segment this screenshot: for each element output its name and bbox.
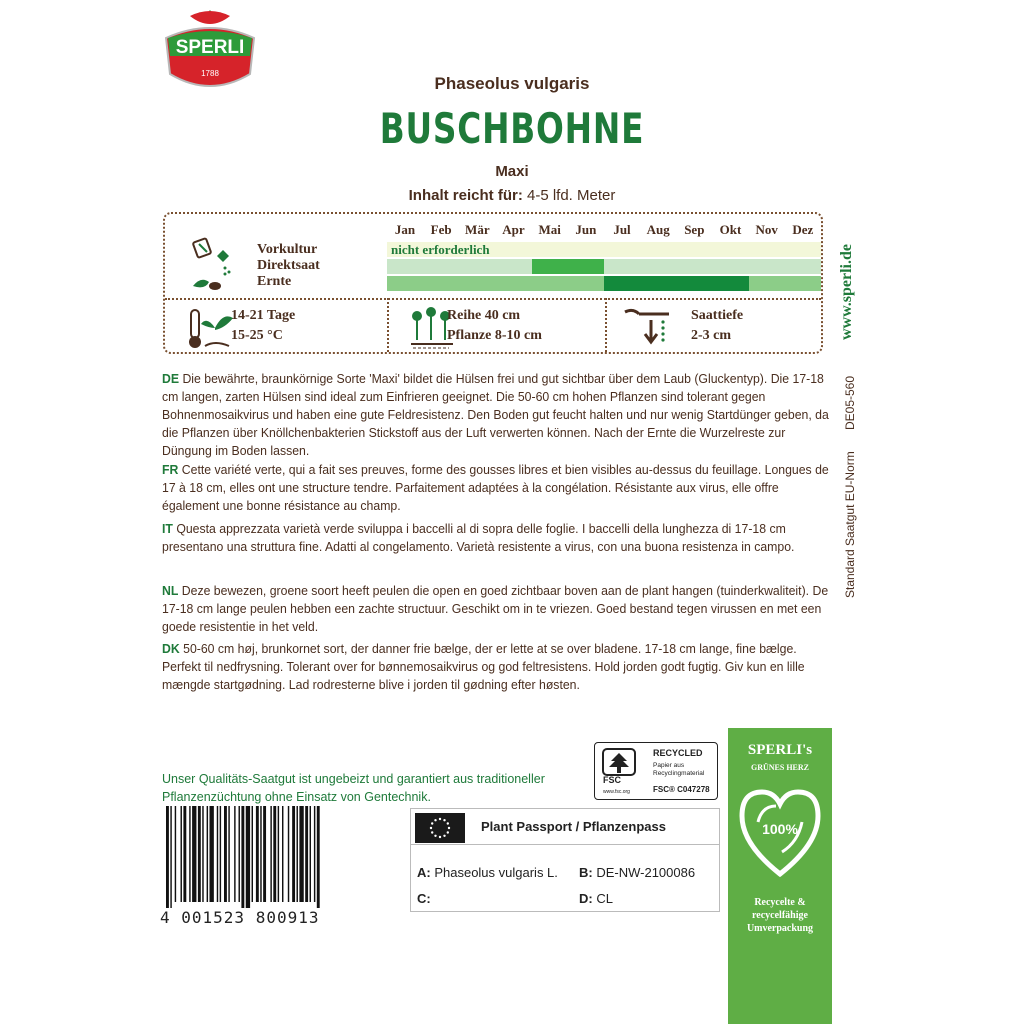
month-label: Apr — [502, 222, 525, 237]
passport-d-label: D: — [579, 891, 593, 906]
description-text: Questa apprezzata varietà verde sviluppa i baccelli al di sopra delle foglie. I baccelli della lunghezza di 17-18 cm presentano una struttura fine. Adatti al congelamento. Varietà resistente a virus, con una buona resistenza in campo. — [162, 521, 795, 554]
calendar-cell — [640, 276, 677, 291]
month-label: Mai — [538, 222, 561, 237]
calendar-cell — [532, 276, 569, 291]
barcode-bar — [260, 806, 261, 902]
passport-b-label: B: — [579, 865, 593, 880]
calendar-cell — [496, 259, 533, 274]
barcode — [162, 806, 374, 908]
lang-code: NL — [162, 583, 179, 598]
quality-note: Unser Qualitäts-Saatgut ist ungebeizt und garantiert aus traditioneller Pflanzenzüchtung ohne Einsatz von Gentechnik. — [162, 772, 545, 804]
svg-text:1788: 1788 — [201, 69, 219, 78]
eu-star — [447, 822, 449, 824]
divider — [387, 298, 389, 352]
divider — [605, 298, 607, 352]
fsc-website: www.fsc.org — [603, 789, 630, 795]
calendar-cell — [423, 276, 460, 291]
eu-star — [439, 818, 441, 820]
calendar-cell — [640, 259, 677, 274]
product-title: BUSCHBOHNE — [379, 104, 645, 153]
barcode-bar — [256, 806, 259, 902]
barcode-bar — [170, 806, 171, 908]
barcode-bar — [166, 806, 169, 908]
month-label: Nov — [755, 222, 778, 237]
calendar-cell — [387, 276, 424, 291]
row-spacing: Reihe 40 cm — [447, 308, 521, 323]
barcode-bar — [183, 806, 186, 902]
fsc-description: Papier aus Recyclingmaterial — [653, 762, 705, 777]
divider — [165, 298, 821, 300]
sowing-calendar — [163, 212, 823, 354]
row-label-direktsaat: Direktsaat — [257, 258, 320, 273]
eu-star — [431, 831, 433, 833]
calendar-cell — [459, 259, 496, 274]
calendar-cell — [459, 276, 496, 291]
barcode-bar — [228, 806, 229, 902]
lang-code: DE — [162, 371, 180, 386]
barcode-bar — [278, 806, 279, 902]
eu-star — [447, 831, 449, 833]
month-label: Okt — [719, 222, 742, 237]
calendar-cell — [568, 259, 605, 274]
fsc-label — [594, 742, 718, 800]
month-label: Jul — [613, 222, 631, 237]
calendar-cell — [676, 259, 713, 274]
passport-b — [579, 865, 695, 880]
fsc-code: FSC® C047278 — [653, 785, 710, 794]
barcode-digits: 4 001523 800913 — [160, 908, 320, 927]
eu-star — [439, 836, 441, 838]
calendar-cell — [568, 276, 605, 291]
month-label: Jan — [394, 222, 416, 237]
variety-name: Maxi — [495, 163, 529, 180]
eu-star — [434, 819, 436, 821]
plant-passport-header — [411, 809, 719, 845]
calendar-cell — [785, 259, 822, 274]
green-heart-badge — [728, 728, 832, 1024]
barcode-bar — [317, 806, 320, 908]
barcode-bar — [239, 806, 240, 902]
svg-text:SPERLI: SPERLI — [175, 37, 245, 58]
content-label: Inhalt reicht für: — [408, 187, 523, 204]
barcode-bar — [288, 806, 289, 902]
calendar-cell — [532, 259, 569, 274]
plant-passport — [410, 808, 720, 912]
svg-text:100%: 100% — [762, 821, 798, 837]
seed-standard: Standard Saatgut EU-Norm — [843, 451, 857, 598]
depth-label: Saattiefe — [691, 308, 744, 323]
barcode-bar — [207, 806, 208, 902]
description-it — [162, 520, 833, 556]
month-label: Jun — [575, 222, 597, 237]
calendar-cell — [604, 276, 641, 291]
description-dk — [162, 640, 833, 694]
passport-d-value: CL — [592, 891, 613, 906]
month-label: Sep — [684, 222, 705, 237]
barcode-bar — [181, 806, 182, 902]
content-info — [0, 187, 1024, 204]
calendar-cell — [676, 276, 713, 291]
calendar-cell — [387, 259, 424, 274]
bar-vorkultur — [387, 242, 821, 257]
barcode-bar — [175, 806, 176, 902]
description-nl — [162, 582, 833, 636]
eu-star — [443, 835, 445, 837]
badge-line3: Umverpackung — [746, 923, 814, 934]
website-url: www.sperli.de — [838, 244, 855, 340]
barcode-bar — [270, 806, 271, 902]
sowing-icon — [187, 236, 239, 292]
month-label: Mär — [465, 222, 490, 237]
barcode-bar — [198, 806, 201, 902]
description-de — [162, 370, 833, 460]
plant-spacing: Pflanze 8-10 cm — [447, 328, 542, 343]
row-label-ernte: Ernte — [257, 274, 292, 289]
calendar-cell — [713, 276, 750, 291]
content-value: 4-5 lfd. Meter — [522, 187, 616, 204]
calendar-cell — [749, 276, 786, 291]
barcode-bar — [314, 806, 315, 902]
latin-name: Phaseolus vulgaris — [434, 74, 590, 93]
badge-title: SPERLI's — [747, 742, 813, 758]
lang-code: DK — [162, 641, 180, 656]
calendar-cell — [713, 259, 750, 274]
description-text: Deze bewezen, groene soort heeft peulen die open en goed zichtbaar boven aan de plant hangen (tuinderkwaliteit). De 17-18 cm lange peulen hebben een zachte structuur. Geschikt om in te vriezen. Goed bestand tegen virussen en met een goede resistentie in het veld. — [162, 583, 829, 634]
depth-value: 2-3 cm — [691, 328, 732, 343]
description-fr — [162, 461, 833, 515]
barcode-bar — [189, 806, 190, 902]
eu-star — [434, 835, 436, 837]
barcode-bar — [220, 806, 221, 902]
passport-a-label: A: — [417, 865, 431, 880]
barcode-bar — [252, 806, 253, 902]
barcode-bar — [273, 806, 276, 902]
fsc-logo-text: FSC — [603, 775, 621, 785]
barcode-bar — [224, 806, 227, 902]
product-code: DE05-560 — [843, 375, 857, 430]
description-text: Die bewährte, braunkörnige Sorte 'Maxi' bildet die Hülsen frei und gut sichtbar über dem Laub (Gluckentyp). Die 17-18 cm langen, zarten Hülsen sind ideal zum Einfrieren geeignet. Die 50-60 cm hohen Pflanzen sind tolerant gegen Bohnenmosaikvirus und haben eine gute Feldresistenz. Den Boden gut feucht halten und nur wenig Startdünger geben, da die Pflanzen über Knöllchenbakterien Stickstoff aus der Luft verwerten können. Nach der Ernte die Wurzelreste zur Düngung im Boden lassen. — [162, 371, 829, 458]
bar-direktsaat — [387, 259, 821, 274]
calendar-cell — [604, 259, 641, 274]
badge-line2: recycelfähige — [752, 910, 808, 921]
eu-star — [448, 827, 450, 829]
month-label: Aug — [646, 222, 670, 237]
barcode-bar — [282, 806, 283, 902]
month-label: Feb — [430, 222, 452, 237]
barcode-bar — [263, 806, 266, 902]
heart-recycle-icon — [736, 784, 824, 880]
row-label-vorkultur: Vorkultur — [257, 242, 318, 257]
description-text: 50-60 cm høj, brunkornet sort, der danner frie bælge, der er lette at se over bladene. 17-18 cm lange, fine bælge. Perfekt til nedfrysning. Tolerant over for bønnemosaikvirus og god feltresistens. Hold jorden godt fugtig. Giv kun en lille mængde startgødning. Lad rodresterne blive i jorden til gødning efter høsten. — [162, 641, 805, 692]
month-label: Dez — [792, 222, 814, 237]
spacing-info — [447, 306, 542, 346]
barcode-bar — [246, 806, 250, 908]
calendar-cell — [785, 276, 822, 291]
barcode-bar — [305, 806, 308, 902]
germination-days: 14-21 Tage — [231, 308, 296, 323]
depth-icon — [623, 306, 683, 350]
barcode-bar — [202, 806, 203, 902]
calendar-cell — [749, 259, 786, 274]
barcode-bar — [310, 806, 311, 902]
passport-b-value: DE-NW-2100086 — [592, 865, 696, 880]
barcode-bar — [292, 806, 295, 902]
lang-code: IT — [162, 521, 173, 536]
passport-a-value: Phaseolus vulgaris L. — [430, 865, 558, 880]
fsc-recycled: RECYCLED — [653, 748, 703, 758]
passport-d — [579, 891, 613, 906]
bar-ernte — [387, 276, 821, 291]
badge-subtitle: GRÜNES HERZ — [750, 763, 809, 772]
depth-info — [691, 306, 743, 346]
passport-c-label: C: — [417, 891, 431, 906]
calendar-cell — [423, 259, 460, 274]
barcode-bar — [297, 806, 298, 902]
eu-star — [430, 827, 432, 829]
germination-temp: 15-25 °C — [231, 328, 283, 343]
barcode-bar — [192, 806, 196, 902]
germination-info — [231, 306, 295, 346]
description-text: Cette variété verte, qui a fait ses preuves, forme des gousses libres et bien visibles au-dessus du feuillage. Longues de 17 à 18 cm, elles ont une structure tendre. Parfaitement adaptées à la congélation. Résistante aux virus, elle offre également une bonne résistance au champ. — [162, 462, 829, 513]
passport-a — [417, 865, 558, 880]
eu-star — [443, 819, 445, 821]
eu-star — [431, 822, 433, 824]
badge-line1: Recycelte & — [754, 897, 806, 908]
badge-text — [728, 896, 832, 935]
plant-passport-title: Plant Passport / Pflanzenpass — [481, 819, 666, 834]
vorkultur-note: nicht erforderlich — [391, 242, 490, 257]
lang-code: FR — [162, 462, 179, 477]
barcode-bar — [217, 806, 218, 902]
calendar-cell — [496, 276, 533, 291]
barcode-bar — [241, 806, 244, 908]
barcode-bar — [299, 806, 303, 902]
barcode-bar — [210, 806, 214, 902]
barcode-bar — [234, 806, 235, 902]
eu-flag-icon — [415, 813, 465, 843]
passport-c — [417, 891, 431, 906]
